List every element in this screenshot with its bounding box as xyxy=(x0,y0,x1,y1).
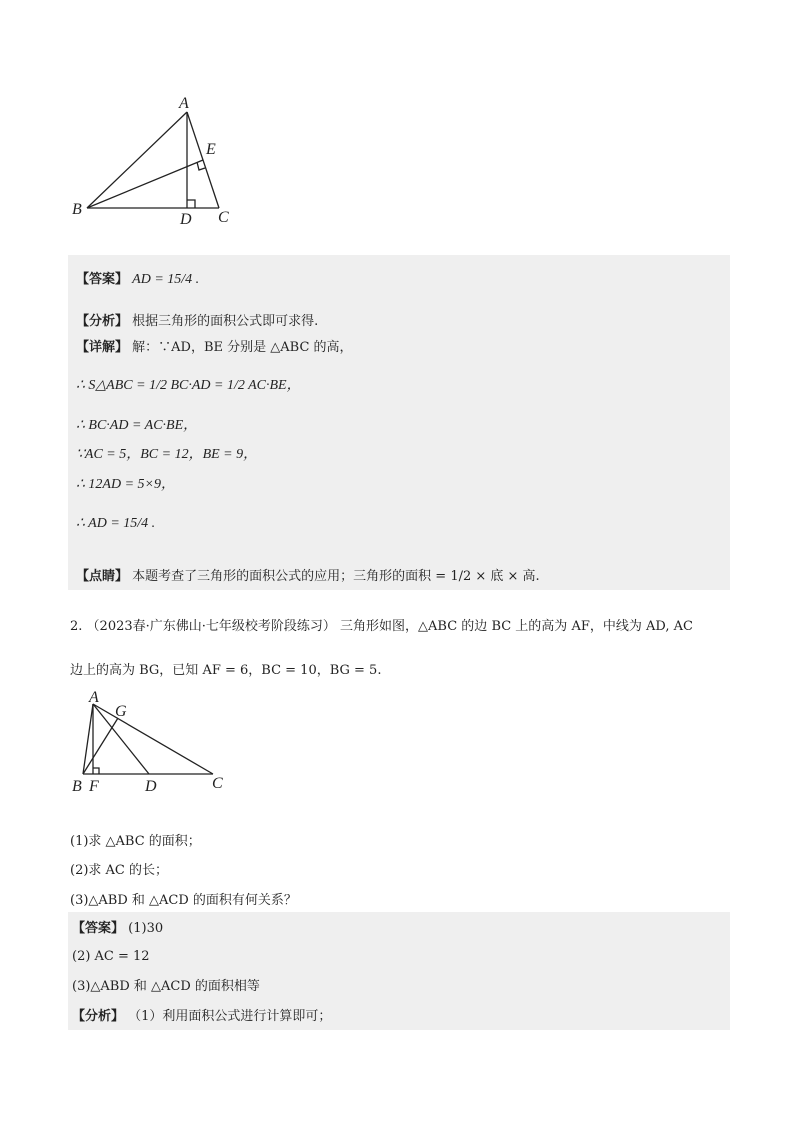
question-2 xyxy=(70,618,693,636)
figure-triangle-abc-2 xyxy=(65,688,240,798)
step-1: ∴ S△ABC = 1/2 BC·AD = 1/2 AC·BE， xyxy=(76,378,301,393)
step-2: ∴ BC·AD = AC·BE， xyxy=(76,418,198,433)
analysis-tag: 【分析】 xyxy=(76,314,129,329)
analysis-text-2: （1）利用面积公式进行计算即可； xyxy=(128,1009,332,1024)
answer-1: (1)30 xyxy=(128,921,164,936)
analysis-tag-2: 【分析】 xyxy=(72,1009,125,1024)
sub-question-2: (2)求 AC 的长； xyxy=(70,863,169,878)
answer-tag-2: 【答案】 xyxy=(72,921,125,936)
answer-tag: 【答案】 xyxy=(76,272,129,287)
fig1-label-c: C xyxy=(218,209,229,226)
analysis-text: 根据三角形的面积公式即可求得. xyxy=(132,314,319,329)
comment-text: 本题考查了三角形的面积公式的应用；三角形的面积 = 1/2 × 底 × 高. xyxy=(132,569,540,584)
fig2-label-f: F xyxy=(89,778,99,795)
detail-tag: 【详解】 xyxy=(76,340,129,355)
fig1-label-e: E xyxy=(206,141,216,158)
fig1-label-d: D xyxy=(180,211,192,228)
answer-2: (2) AC = 12 xyxy=(72,949,150,964)
fig2-label-b: B xyxy=(72,778,82,795)
sub-question-1: (1)求 △ABC 的面积； xyxy=(70,834,201,849)
question-number: 2. xyxy=(70,619,83,634)
figure-triangle-abc-1 xyxy=(60,90,250,240)
question-line-1: 三角形如图，△ABC 的边 BC 上的高为 AF，中线为 AD, AC xyxy=(340,619,693,634)
solution-block-2 xyxy=(68,912,730,1030)
answer-text: AD = 15/4 . xyxy=(132,272,200,287)
fig2-label-c: C xyxy=(212,775,223,792)
fig2-label-a: A xyxy=(89,689,99,706)
step-5: ∴ AD = 15/4 . xyxy=(76,516,156,531)
step-4: ∴ 12AD = 5×9， xyxy=(76,477,175,492)
step-3: ∵AC = 5，BC = 12，BE = 9， xyxy=(76,447,258,462)
fig2-label-g: G xyxy=(115,703,127,720)
question-source: （2023春·广东佛山·七年级校考阶段练习） xyxy=(86,619,336,634)
answer-3: (3)△ABD 和 △ACD 的面积相等 xyxy=(72,979,260,994)
fig1-label-a: A xyxy=(179,95,189,112)
sub-question-3: (3)△ABD 和 △ACD 的面积有何关系？ xyxy=(70,893,297,908)
detail-text: 解：∵AD，BE 分别是 △ABC 的高， xyxy=(132,340,353,355)
comment-tag: 【点睛】 xyxy=(76,569,129,584)
question-line-2: 边上的高为 BG，已知 AF = 6，BC = 10，BG = 5. xyxy=(70,663,382,678)
solution-block-1 xyxy=(68,255,730,590)
fig2-label-d: D xyxy=(145,778,157,795)
fig1-label-b: B xyxy=(72,201,82,218)
